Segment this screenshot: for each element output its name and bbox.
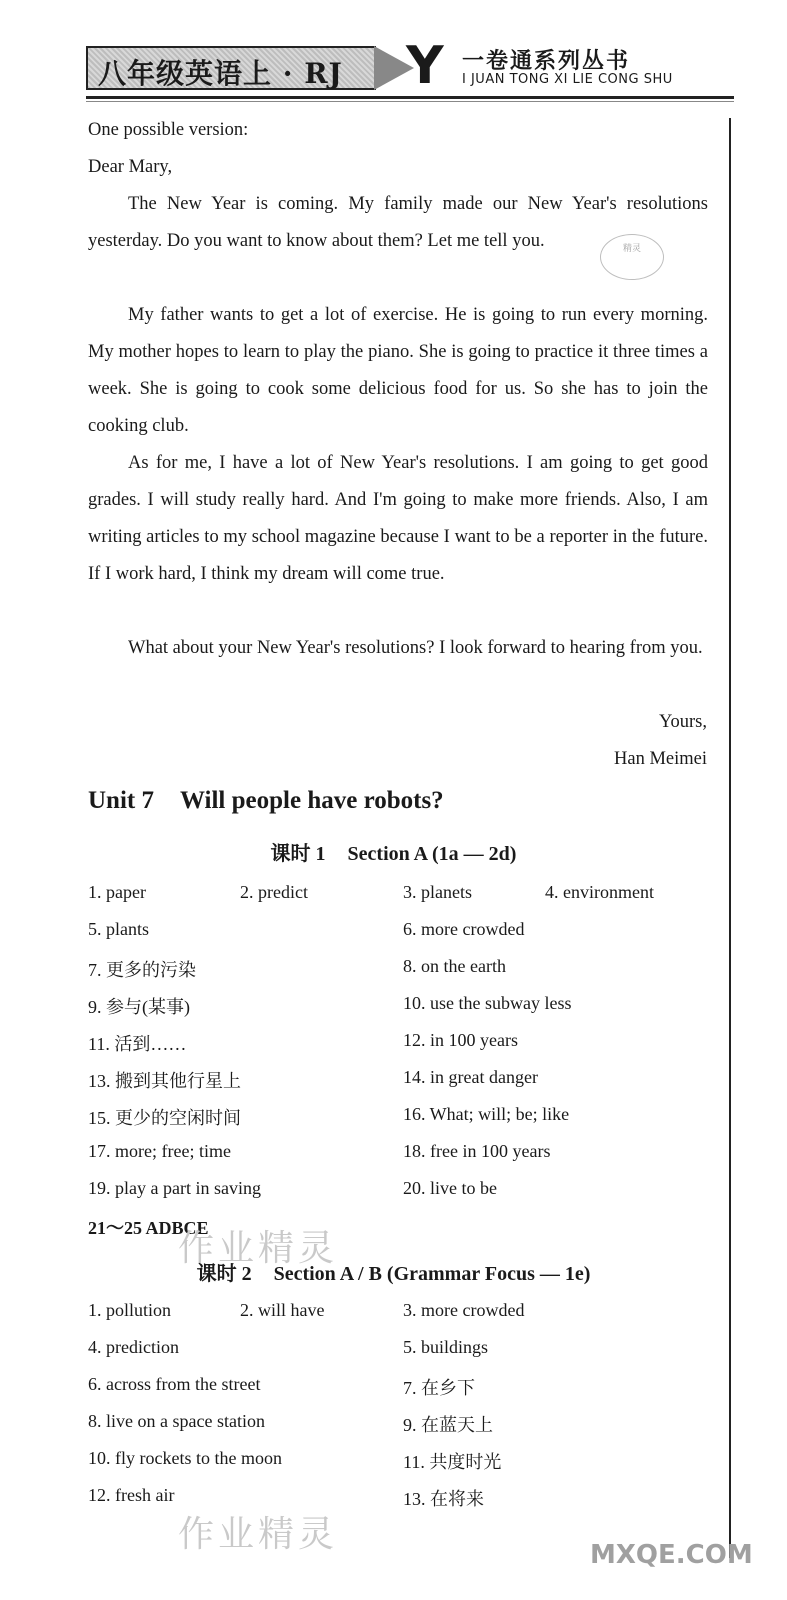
book-tab <box>86 46 376 90</box>
book-tab-label: 八年级英语上 · RJ <box>98 57 343 90</box>
answer-item: 11. 活到…… <box>88 1034 187 1054</box>
answer-item: 13. 搬到其他行星上 <box>88 1071 241 1091</box>
answer-item: 12. fresh air <box>88 1485 175 1505</box>
answer-item: 4. environment <box>545 882 654 902</box>
answer-item: 17. more; free; time <box>88 1141 231 1161</box>
stamp-watermark <box>600 234 664 280</box>
lesson-1-heading <box>0 837 787 866</box>
answer-item: 8. on the earth <box>403 956 506 976</box>
series-logo-letter: Y <box>406 36 444 96</box>
answer-item: 18. free in 100 years <box>403 1141 551 1161</box>
answer-item: 6. across from the street <box>88 1374 261 1394</box>
answer-item: 5. plants <box>88 919 149 939</box>
stamp-text: 精灵 <box>622 243 641 253</box>
unit-title: Will people have robots? <box>179 787 444 814</box>
page-header <box>86 36 736 98</box>
lesson-2-label: 课时 2 <box>196 1263 252 1285</box>
answer-item: 10. fly rockets to the moon <box>88 1448 282 1468</box>
answer-item: 16. What; will; be; like <box>403 1104 570 1124</box>
letter-greeting: Dear Mary, <box>88 157 173 177</box>
answer-item: 8. live on a space station <box>88 1411 265 1431</box>
answer-item: 20. live to be <box>403 1178 497 1198</box>
answer-item: 9. 参与(某事) <box>88 997 190 1017</box>
answer-item: 2. predict <box>240 882 308 902</box>
unit-number: Unit 7 <box>88 787 154 814</box>
answer-item: 6. more crowded <box>403 919 525 939</box>
header-rule-thin <box>86 101 734 102</box>
answer-item: 2. will have <box>240 1300 325 1320</box>
watermark-mid: 作业精灵 <box>178 1228 339 1269</box>
answer-item: 19. play a part in saving <box>88 1178 261 1198</box>
answer-item: 12. in 100 years <box>403 1030 518 1050</box>
answer-item: 4. prediction <box>88 1337 179 1357</box>
letter-closing: Yours, <box>659 712 707 732</box>
letter-signature: Han Meimei <box>614 749 707 769</box>
unit-heading <box>88 787 470 815</box>
answer-item: 5. buildings <box>403 1337 489 1357</box>
series-name: 一卷通系列丛书 <box>462 49 631 74</box>
answer-item: 15. 更少的空闲时间 <box>88 1108 241 1128</box>
letter-paragraph-2: My father wants to get a lot of exercise. He is going to run every morning. My mother hopes to learn to play the piano. She is going to practice it three times a week. She is going to cook some delicious food for us. So she has to join the cooking club. <box>88 305 708 436</box>
answer-item: 11. 共度时光 <box>403 1452 502 1472</box>
header-rule <box>86 96 734 99</box>
answer-item: 21～25 ADBCE <box>88 1218 209 1238</box>
letter-paragraph-1: The New Year is coming. My family made our New Year's resolutions yesterday. Do you want to know about them? Let me tell you. <box>88 194 708 251</box>
lesson-2-section: Section A / B (Grammar Focus — 1e) <box>273 1263 591 1285</box>
letter-paragraph-4: What about your New Year's resolutions? I look forward to hearing from you. <box>128 638 703 658</box>
lesson-2-heading <box>0 1257 787 1286</box>
answer-item: 10. use the subway less <box>403 993 572 1013</box>
answer-item: 13. 在将来 <box>403 1489 484 1509</box>
lesson-1-label: 课时 1 <box>270 843 326 865</box>
watermark-site: MXQE.COM <box>590 1540 753 1570</box>
watermark-bottom: 作业精灵 <box>178 1514 339 1555</box>
answer-item: 1. pollution <box>88 1300 172 1320</box>
answer-item: 7. 在乡下 <box>403 1378 475 1398</box>
answer-item: 3. planets <box>403 882 472 902</box>
series-pinyin: I JUAN TONG XI LIE CONG SHU <box>462 72 673 87</box>
answer-item: 9. 在蓝天上 <box>403 1415 493 1435</box>
answer-item: 14. in great danger <box>403 1067 538 1087</box>
answer-item: 7. 更多的污染 <box>88 960 196 980</box>
lesson-1-section: Section A (1a — 2d) <box>347 843 517 865</box>
answer-item: 3. more crowded <box>403 1300 525 1320</box>
answer-item: 1. paper <box>88 882 146 902</box>
letter-intro: One possible version: <box>88 120 249 140</box>
letter-paragraph-3: As for me, I have a lot of New Year's resolutions. I am going to get good grades. I will study really hard. And I'm going to make more friends. Also, I am writing articles to my school magazine because I want to be a reporter in the future. If I work hard, I think my dream will come true. <box>88 453 708 584</box>
